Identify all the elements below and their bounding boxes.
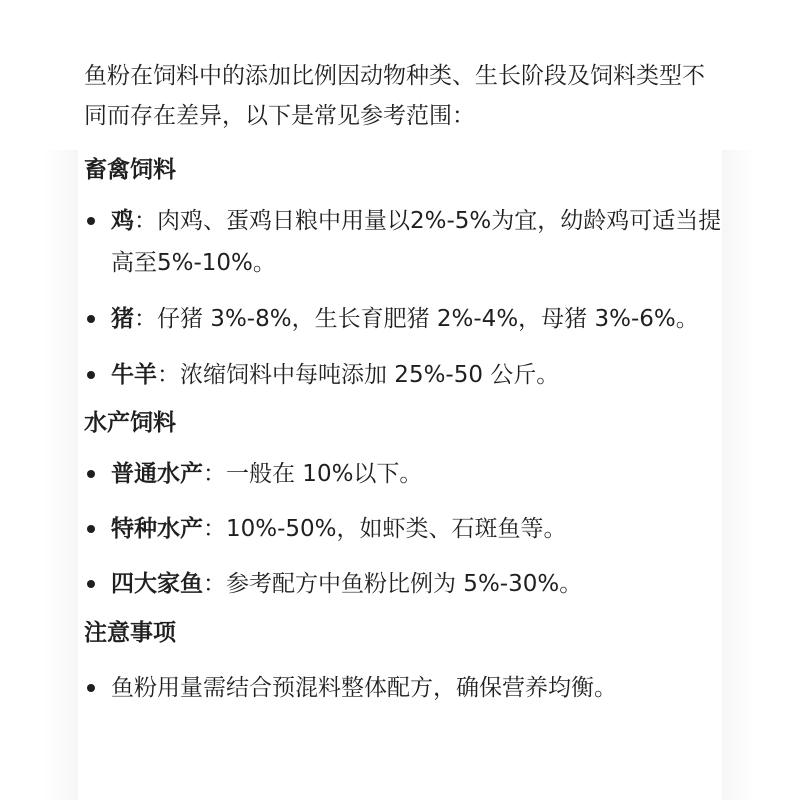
item-separator: ：	[157, 362, 180, 388]
item-text: 鱼粉用量需结合预混料整体配方，确保营养均衡。	[111, 675, 617, 701]
item-separator: ：	[203, 516, 226, 542]
bullet-icon	[87, 315, 95, 323]
section-title-aquatic: 水产饲料	[84, 410, 176, 436]
livestock-list	[84, 200, 724, 396]
item-separator: ：	[203, 461, 226, 487]
aquatic-list	[84, 453, 724, 605]
item-term: 猪	[111, 306, 134, 332]
item-separator: ：	[134, 306, 157, 332]
list-item-cattle-sheep	[84, 354, 724, 396]
bullet-icon	[87, 470, 95, 478]
content-shade-left	[44, 150, 78, 800]
section-title-livestock: 畜禽饲料	[84, 157, 176, 183]
item-text: 仔猪 3%-8%，生长育肥猪 2%-4%，母猪 3%-6%。	[157, 306, 699, 332]
bullet-icon	[87, 684, 95, 692]
item-text: 一般在 10%以下。	[226, 461, 423, 487]
list-item-common-aquatic	[84, 453, 724, 495]
list-item-chicken	[84, 200, 724, 284]
item-term: 鸡	[111, 208, 134, 234]
bullet-icon	[87, 217, 95, 225]
item-text: 浓缩饲料中每吨添加 25%-50 公斤。	[180, 362, 560, 388]
item-text: 肉鸡、蛋鸡日粮中用量以2%-5%为宜，幼龄鸡可适当提高至5%-10%。	[111, 208, 722, 276]
item-separator: ：	[134, 208, 157, 234]
item-text: 10%-50%，如虾类、石斑鱼等。	[226, 516, 567, 542]
notes-list	[84, 667, 724, 709]
bullet-icon	[87, 371, 95, 379]
answer-content	[84, 56, 724, 709]
bullet-icon	[87, 525, 95, 533]
item-term: 普通水产	[111, 461, 203, 487]
item-term: 四大家鱼	[111, 571, 203, 597]
item-separator: ：	[203, 571, 226, 597]
item-text: 参考配方中鱼粉比例为 5%-30%。	[226, 571, 583, 597]
list-item-pig	[84, 298, 724, 340]
intro-paragraph: 鱼粉在饲料中的添加比例因动物种类、生长阶段及饲料类型不同而存在差异，以下是常见参考范围：	[84, 63, 705, 129]
list-item-four-carps	[84, 563, 724, 605]
section-title-notes: 注意事项	[84, 620, 176, 646]
list-item-note	[84, 667, 724, 709]
bullet-icon	[87, 580, 95, 588]
item-term: 特种水产	[111, 516, 203, 542]
item-term: 牛羊	[111, 362, 157, 388]
list-item-special-aquatic	[84, 508, 724, 550]
content-shade-right	[722, 150, 756, 800]
